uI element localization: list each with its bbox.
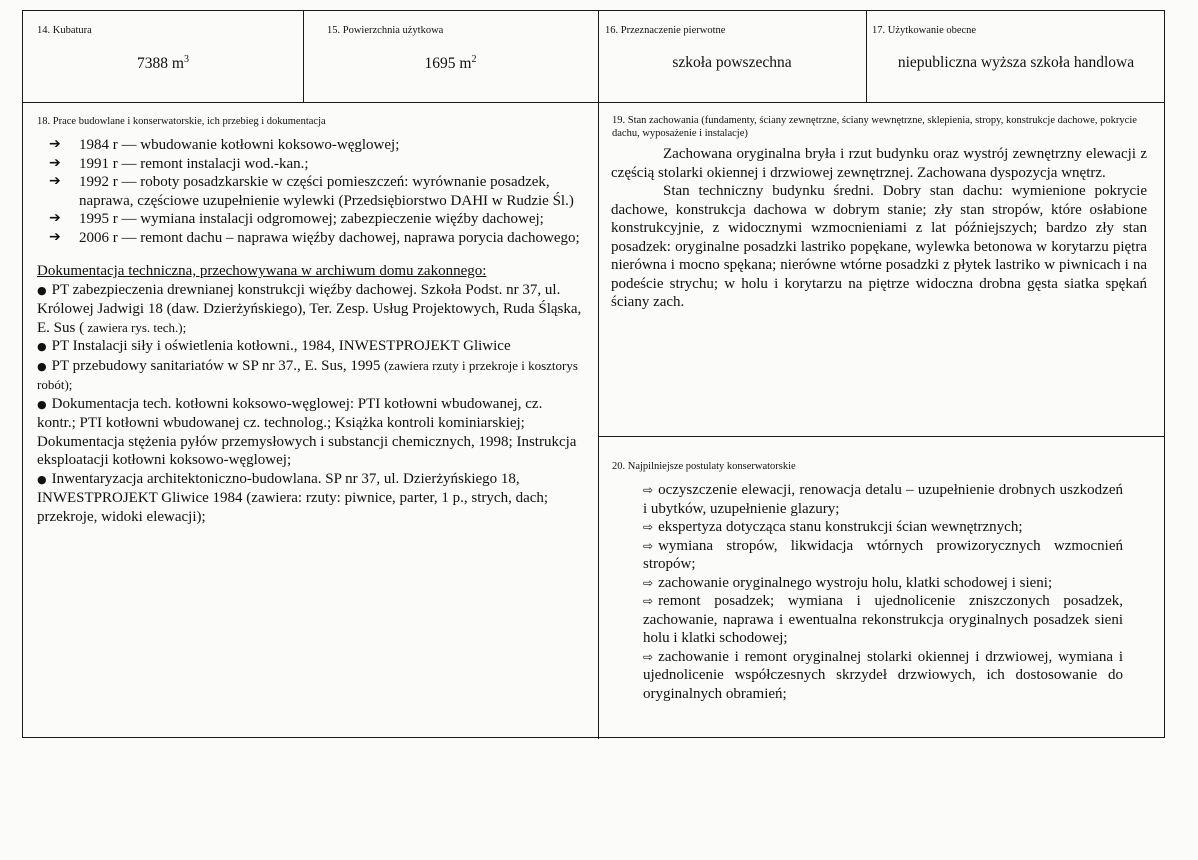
dokumentacja-item-text: PT zabezpieczenia drewnianej konstrukcji więźby dachowej. Szkoła Podst. nr 37, ul. Królowej Jadwigi 18 (daw. Dzierżyńskiego), Ter. Zesp. Usług Projektowych, Ruda Śląska, E. Sus ( [37, 281, 582, 336]
curved-arrow-icon: ➔ [49, 228, 61, 245]
history-item [37, 229, 583, 248]
stan-paragraph: Zachowana oryginalna bryła i rzut budynku oraz wystrój zewnętrzny elewacji z częścią stolarki okiennej i drzwiowej zewnętrznej. Zachowana dyspozycja wnętrz. [611, 146, 1147, 181]
right-arrow-icon: ⇨ [643, 594, 654, 608]
uzytkowanie-label: 17. Użytkowanie obecne [872, 25, 977, 36]
right-arrow-icon: ⇨ [643, 538, 654, 553]
kubatura-value: 7388 $m^3$ [137, 54, 189, 73]
stan-content [611, 145, 1147, 312]
postulat-item-text: ekspertyza dotycząca stanu konstrukcji ścian wewnętrznych; [658, 519, 1023, 535]
przeznaczenie-label: 16. Przeznaczenie pierwotne [605, 25, 726, 36]
dokumentacja-item-text: PT Instalacji siły i oświetlenia kotłowni., 1984, INWESTPROJEKT Gliwice [51, 338, 511, 354]
curved-arrow-icon: ➔ [49, 136, 61, 152]
curved-arrow-icon: ➔ [49, 210, 61, 226]
postulat-item-text: remont posadzek; wymiana i ujednolicenie zniszczonych posadzek, zachowanie, naprawa i ewentualna rekonstrukcja oryginalnych posadzek sieni holu i klatki schodowej; [643, 593, 1123, 646]
uzytkowanie-value: niepubliczna wyższa szkoła handlowa [897, 54, 1135, 71]
history-item-text: 1995 r — wymiana instalacji odgromowej; zabezpieczenie więźby dachowej; [79, 211, 544, 227]
kubatura-label: 14. Kubatura [37, 25, 92, 36]
dokumentacja-item-text: Inwentaryzacja architektoniczno-budowlana. SP nr 37, ul. Dzierżyńskiego 18, INWESTPROJEKT Gliwice 1984 (zawiera: rzuty: piwnice, parter, 1 p., strych, dach; przekroje, widoki elewacji); [37, 470, 549, 525]
history-list [37, 136, 583, 247]
stan-label: 19. Stan zachowania (fundamenty, ściany zewnętrzne, ściany wewnętrzne, sklepienia, stropy, konstrukcje dachowe, pokrycie dachu, wyposażenie i instalacje) [612, 115, 1137, 139]
right-arrow-icon: ⇨ [643, 575, 654, 590]
bullet-icon: ● [37, 472, 47, 486]
history-item [37, 136, 583, 155]
postulat-item [643, 481, 1123, 518]
postulaty-list [643, 481, 1123, 703]
postulat-item [643, 648, 1123, 704]
dokumentacja-item-note: zawiera rys. tech.); [84, 319, 187, 335]
dokumentacja-item [37, 281, 583, 338]
right-arrow-icon: ⇨ [643, 649, 654, 664]
history-item [37, 210, 583, 229]
powierzchnia-value: 1695 $m^2$ [424, 54, 477, 73]
prace-label: 18. Prace budowlane i konserwatorskie, ich przebieg i dokumentacja [37, 116, 326, 127]
postulat-item-text: wymiana stropów, likwidacja wtórnych prowizorycznych wzmocnień stropów; [643, 537, 1123, 572]
history-item [37, 173, 583, 210]
history-item-text: 2006 r — remont dachu – naprawa więźby dachowej, naprawa porycia dachowego; [79, 229, 580, 246]
postulat-item [643, 574, 1123, 593]
row-divider-top [23, 102, 1164, 103]
stan-paragraph: Stan techniczny budynku średni. Dobry stan dachu: wymienione pokrycie dachowe, konstrukcja dachowa w dobrym stanie; zły stan stropów, które osłabione konstrukcyjnie, z widocznymi wzmocnieniami z lat późniejszych; bardzo zły stan posadzek: oryginalne posadzki lastriko popękane, wylewka betonowa w korytarzu piętra nierówna i mocno spękana; nierówne wtórne posadzki z płytek lastriko w piwnicach i na podeście strychu; w holu i korytarzu na piętrze widoczna drobna gęsta siatka spękań ściany zach. [611, 183, 1147, 310]
right-arrow-icon: ⇨ [643, 520, 654, 534]
dokumentacja-item-text: Dokumentacja tech. kotłowni koksowo-węglowej: PTI kotłowni wbudowanej, cz. kontr.; PTI kotłowni wbudowanej cz. technolog.; Książka kontroli kominiarskiej; Dokumentacja stężenia pyłów przemysłowych i substancji chemicznych, 1998; Instrukcja eksploatacji kotłowni koksowo-węglowej; [37, 395, 577, 468]
curved-arrow-icon: ➔ [49, 154, 61, 171]
bullet-icon: ● [37, 359, 47, 373]
powierzchnia-label: 15. Powierzchnia użytkowa [327, 25, 444, 36]
col-divider-2 [598, 11, 599, 739]
postulaty-label: 20. Najpilniejsze postulaty konserwatorskie [612, 461, 796, 472]
history-item-text: 1992 r — roboty posadzkarskie w części pomieszczeń: wyrównanie posadzek, naprawa, częściowe uzupełnienie wylewki (Przedsiębiorstwo DAHI w Rudzie Śl.) [79, 174, 574, 209]
dokumentacja-heading: Dokumentacja techniczna, przechowywana w archiwum domu zakonnego: [37, 263, 487, 279]
history-item [37, 155, 583, 174]
postulat-item [643, 592, 1123, 648]
dokumentacja-item-note: (zawiera rzuty i przekroje i kosztorys robót); [37, 357, 578, 392]
dokumentacja-item [37, 395, 583, 470]
postulat-item-text: oczyszczenie elewacji, renowacja detalu – uzupełnienie drobnych uszkodzeń i ubytków, uzupełnienie glazury; [643, 482, 1123, 517]
row-divider-right [598, 436, 1164, 437]
bullet-icon: ● [37, 283, 47, 297]
history-item-text: 1991 r — remont instalacji wod.-kan.; [79, 155, 309, 172]
dokumentacja-item [37, 337, 583, 357]
postulat-item [643, 518, 1123, 537]
postulat-item-text: zachowanie oryginalnego wystroju holu, klatki schodowej i sieni; [658, 574, 1053, 591]
dokumentacja-item-text: PT przebudowy sanitariatów w SP nr 37., E. Sus, 1995 [51, 357, 385, 374]
bullet-icon: ● [37, 340, 47, 353]
postulat-item [643, 537, 1123, 574]
bullet-icon: ● [37, 397, 47, 411]
dokumentacja-list [37, 281, 583, 527]
right-arrow-icon: ⇨ [643, 483, 654, 497]
przeznaczenie-value: szkoła powszechna [672, 54, 792, 71]
dokumentacja-item [37, 470, 583, 527]
form-frame [22, 10, 1165, 738]
history-item-text: 1984 r — wbudowanie kotłowni koksowo-węglowej; [79, 137, 400, 153]
dokumentacja-item [37, 357, 583, 395]
prace-content [37, 136, 583, 526]
curved-arrow-icon: ➔ [49, 173, 61, 189]
postulat-item-text: zachowanie i remont oryginalnej stolarki okiennej i drzwiowej, wymiana i ujednolicenie współczesnych skrzydeł drzwiowych, ich dostosowanie do oryginalnych obramień; [643, 648, 1123, 702]
